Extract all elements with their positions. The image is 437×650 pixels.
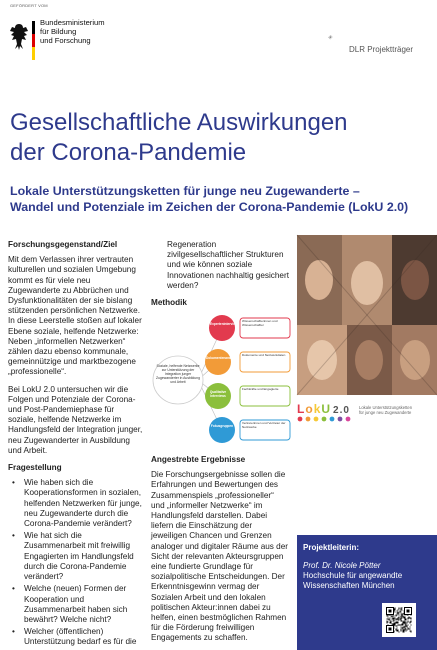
diagram-detail-text: Dokumente und Netzwerkdaten	[242, 353, 286, 357]
diagram-method-label: Experteninterviews	[210, 322, 240, 326]
questions-list	[8, 478, 144, 647]
diagram-detail-text: Vertreterinnen und Vertreter der Netzwerke	[242, 421, 286, 429]
loku-person-dot	[306, 417, 311, 422]
results-text: Die Forschungsergebnisse sollen die Erfahrungen und Bewertungen des Zusammenspiels „professioneller“ und „informeller Netzwerke“ im Handlungsfeld darstellen. Dabei liefern die Einschätzung der jeweiligen Chancen und Grenzen analoger und digitaler Räume aus der Sicht der relevanten Akteursgruppen eine fundierte Grundlage für sozialpolitische Entscheidungen. Der Erkenntnisgewinn vermag der Sozialen Arbeit und den lokalen politischen Akteur:innen dabei zu helfen, einen bestmöglichen Rahmen für die Förderung freiwilligen Engagements zu schaffen.	[151, 470, 289, 643]
loku-logo	[297, 402, 437, 422]
qr-code-icon[interactable]	[382, 603, 416, 637]
loku-letter: L	[297, 402, 306, 416]
results-section	[151, 455, 289, 644]
page-title: Gesellschaftliche Auswirkungen der Corona-Pandemie	[10, 109, 348, 166]
loku-person-dot	[314, 417, 319, 422]
flag-stripe-red	[32, 34, 35, 47]
dlr-label: DLR Projektträger	[349, 45, 414, 54]
loku-person-dot	[330, 417, 335, 422]
question-continuation: Regeneration zivilgesellschaftlicher Strukturen und wie können soziale Innovationen nachhaltig gesichert werden?	[167, 240, 289, 290]
diagram-method-label: Dokumentenanalyse	[206, 356, 238, 360]
method-heading: Methodik	[151, 298, 187, 308]
loku-version: 2.0	[333, 405, 350, 416]
diagram-detail-text: Fachkräfte und Engagierte	[242, 387, 279, 391]
research-paragraph-1: Mit dem Verlassen ihrer vertrauten kulturellen und sozialen Umgebung kommt es für viele neu Zugewanderte zu Abbrüchen und Dysfunktionalitäten der sie bislang stützenden persönlichen Netzwerke. In diese Leerstelle stoßen auf lokaler Ebene soziale, helfende Netzwerke: Neben „informellen Netzwerken“ zählen dazu ebenso kommunale, gemeinnützige und marktbezogene „professionelle“.	[8, 255, 142, 377]
diagram-method-label: Qualitative Interviews	[209, 390, 227, 398]
page-subtitle: Lokale Unterstützungsketten für junge neu Zugewanderte – Wandel und Potenziale im Zeichen der Corona-Pandemie (LokU 2.0)	[10, 184, 409, 214]
loku-people-icons	[297, 416, 357, 422]
method-diagram	[152, 310, 292, 450]
header	[0, 0, 437, 78]
list-item: • Wie hat sich die Zusammenarbeit mit freiwillig Engagierten im Handlungsfeld durch die Corona-Pandemie verändert?	[8, 531, 144, 582]
loku-letter: o	[305, 402, 314, 416]
leader-affiliation-2: Wissenschaften München	[303, 581, 395, 590]
project-leader-box	[297, 535, 437, 650]
list-item: • Welche (neuen) Formen der Kooperation und Zusammenarbeit haben sich bewährt? Welche nicht?	[8, 584, 144, 625]
ministry-name: Bundesministerium für Bildung und Forschung	[40, 18, 105, 46]
leader-name: Prof. Dr. Nicole Pötter	[303, 561, 381, 570]
diagram-center-label: Soziale, helfende Netzwerke zur Unterstützung der Integration junger Zugewanderter in Ausbildung und Arbeit	[156, 364, 200, 384]
research-paragraph-2: Bei LokU 2.0 untersuchen wir die Folgen und Potenziale der Corona- und Post-Pandemiephase für soziale, helfende Netzwerke im Handlungsfeld der Integration junger, neu Zugewanderter in Ausbildung und Arbeit.	[8, 384, 143, 455]
loku-person-dot	[322, 417, 327, 422]
dlr-logo-icon	[328, 26, 350, 48]
loku-person-dot	[338, 417, 343, 422]
loku-person-dot	[346, 417, 351, 422]
loku-person-dot	[298, 417, 303, 422]
funded-by-label: GEFÖRDERT VOM	[10, 3, 48, 8]
german-flag	[32, 21, 35, 60]
loku-letter: k	[313, 402, 322, 416]
column-left	[8, 240, 144, 650]
research-heading: Forschungsgegenstand/Ziel	[8, 240, 118, 249]
loku-wordmark	[297, 402, 350, 416]
loku-letters	[297, 402, 331, 416]
portrait-collage-image	[297, 235, 437, 395]
diagram-method-label: Fokusgruppen	[210, 424, 234, 428]
flag-stripe-gold	[32, 47, 35, 60]
loku-description: Lokale Unterstützungsketten für junge neu Zugewanderte	[359, 405, 413, 415]
list-item: • Wie haben sich die Kooperationsformen in sozialen, helfenden Netzwerken für junge, neu Zugewanderte durch die Corona-Pandemie verändert?	[8, 478, 144, 529]
diagram-detail-text: Wissenschaftlerinnen und Wissenschaftler	[242, 319, 278, 327]
leader-heading: Projektleiterin:	[303, 543, 360, 552]
flag-stripe-black	[32, 21, 35, 34]
results-heading: Angestrebte Ergebnisse	[151, 455, 246, 464]
column-middle	[151, 240, 289, 308]
questions-heading: Fragestellung	[8, 463, 62, 473]
list-item: • Welcher (öffentlichen) Unterstützung bedarf es für die	[8, 627, 144, 647]
loku-letter: U	[321, 402, 332, 416]
federal-eagle-icon	[8, 22, 30, 52]
leader-affiliation-1: Hochschule für angewandte	[303, 571, 403, 580]
